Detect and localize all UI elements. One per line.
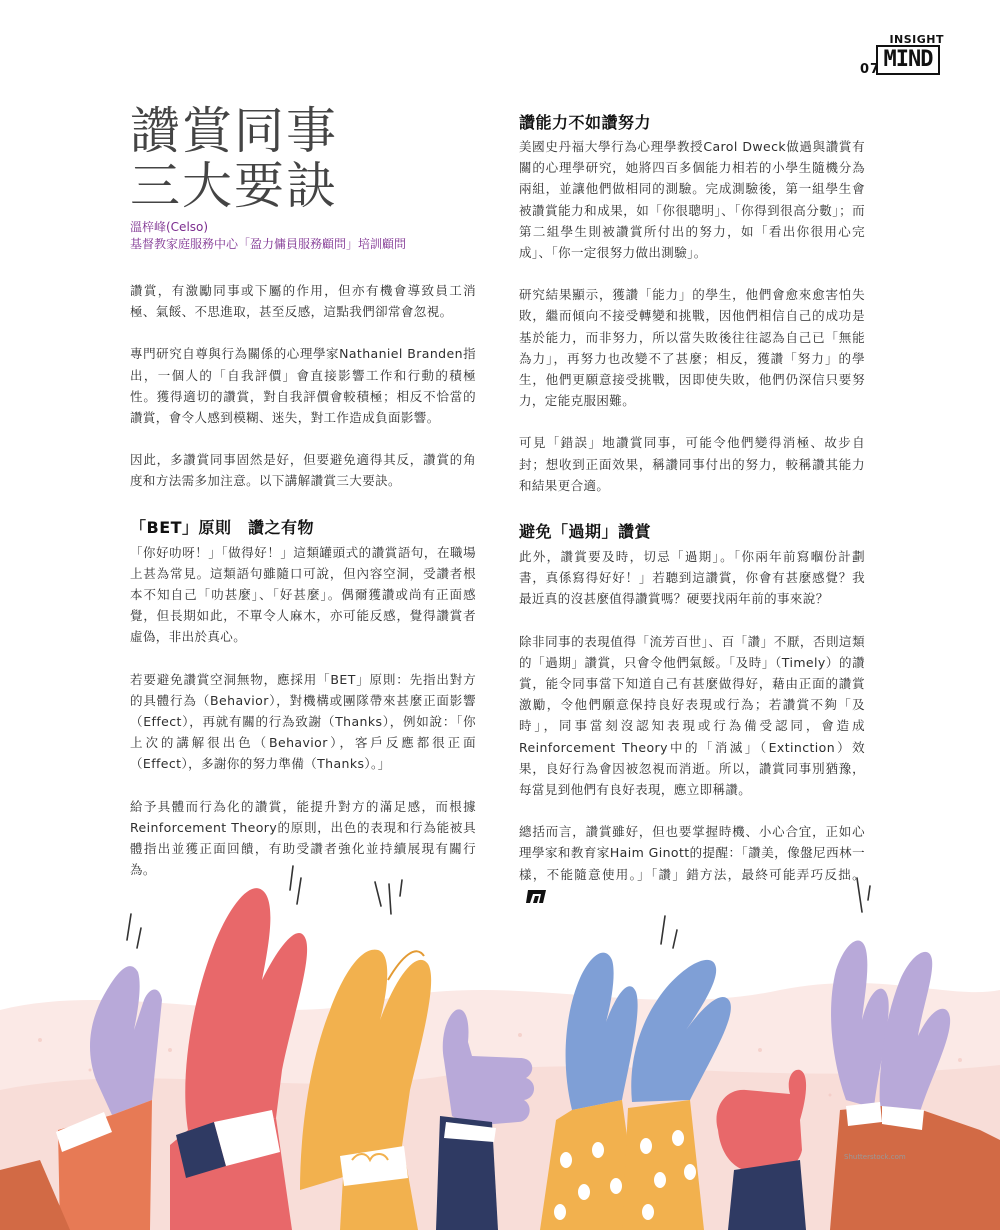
intro-paragraph-3: 因此，多讚賞同事固然是好，但要避免適得其反，讚賞的角度和方法需多加注意。以下講解讚賞三大要訣。 — [130, 452, 476, 489]
intro-paragraph-1: 讚賞，有激勵同事或下屬的作用，但亦有機會導致員工消極、氣餒、不思進取，甚至反感，這點我們卻常會忽視。 — [130, 283, 476, 320]
left-column — [130, 280, 476, 901]
intro-paragraph-2: 專門研究自尊與行為關係的心理學家Nathaniel Branden指出，一個人的「自我評價」會直接影響工作和行動的積極性。獲得適切的讚賞，對自我評價會較積極；相反不恰當的讚賞，會令人感到模糊、迷失，對工作造成負面影響。 — [130, 346, 476, 426]
insight-mind-logo — [874, 33, 946, 79]
title-line-1: 讚賞同事 — [130, 102, 338, 160]
section-heading-effort: 讚能力不如讚努力 — [519, 113, 652, 132]
timely-paragraph-1: 此外，讚賞要及時，切忌「過期」。「你兩年前寫嗰份計劃書，真係寫得好好！」若聽到這讚賞，你會有甚麼感覺？我最近真的沒甚麼值得讚賞嗎？硬要找兩年前的事來說？ — [519, 549, 865, 607]
page-number: 07 — [860, 62, 881, 77]
bet-paragraph-1: 「你好叻呀！」「做得好！」這類罐頭式的讚賞語句，在職場上甚為常見。這類語句雖隨口可說，但內容空洞，受讚者根本不知自己「叻甚麼」、「好甚麼」。偶爾獲讚或尚有正面感覺，但長期如此，不單令人麻木，亦可能反感，覺得讚賞者虛偽，非出於真心。 — [130, 544, 476, 645]
section-heading-timely: 避免「過期」讚賞 — [519, 522, 652, 542]
section-heading-bet: 「BET」原則 讚之有物 — [130, 517, 315, 537]
effort-paragraph-2: 研究結果顯示，獲讚「能力」的學生，他們會愈來愈害怕失敗，繼而傾向不接受轉變和挑戰，因他們相信自己的成功是基於能力，而非努力，所以當失敗後往往認為自己已「無能為力」，再努力也改變不了甚麼；相反，獲讚「努力」的學生，他們更願意接受挑戰，因即使失敗，他們仍深信只要努力，定能克服困難。 — [519, 287, 865, 409]
clapping-hands-illustration — [0, 860, 1000, 1230]
title-line-2: 三大要訣 — [130, 157, 338, 215]
image-credit: Shutterstock.com — [844, 1153, 906, 1161]
author-block — [130, 219, 406, 253]
author-role: 基督教家庭服務中心「盈力傭員服務顧問」培訓顧問 — [130, 237, 407, 251]
effort-paragraph-3: 可見「錯誤」地讚賞同事，可能令他們變得消極、故步自封；想收到正面效果，稱讚同事付出的努力，較稱讚其能力和結果更合適。 — [519, 435, 865, 493]
timely-paragraph-2: 除非同事的表現值得「流芳百世」、百「讚」不厭，否則這類的「過期」讚賞，只會令他們氣餒。「及時」（Timely）的讚賞，能令同事當下知道自己有甚麼做得好，藉由正面的讚賞激勵，令他們願意保持良好表現或行為；若讚賞不夠「及時」，同事當刻沒認知表現或行為備受認同，會造成Reinforcement Theory中的「消滅」（Extinction）效果，良好行為會因被忽視而消逝。所以，讚賞同事別猶豫，每當見到他們有良好表現，應立即稱讚。 — [519, 633, 865, 798]
author-name: 溫梓峰(Celso) — [130, 220, 209, 234]
conclusion-text: 總括而言，讚賞雖好，但也要掌握時機、小心合宜，正如心理學家和教育家Haim Ginott的提醒：「讚美，像盤尼西林一樣，不能隨意使用。」「讚」錯方法，最終可能弄巧反拙。 — [519, 824, 865, 882]
article-title — [130, 104, 470, 214]
bet-paragraph-3: 給予具體而行為化的讚賞，能提升對方的滿足感，而根據Reinforcement Theory的原則，出色的表現和行為能被具體指出並獲正面回饋，有助受讚者強化並持續展現有關行為。 — [130, 798, 476, 878]
logo-mind-text: MIND — [876, 45, 940, 75]
bet-paragraph-2: 若要避免讚賞空洞無物，應採用「BET」原則：先指出對方的具體行為（Behavior），對機構或團隊帶來甚麼正面影響（Effect），再就有關的行為致謝（Thanks），例如說：「你上次的講解很出色（Behavior），客戶反應都很正面（Effect），多謝你的努力準備（Thanks）。」 — [130, 671, 476, 772]
effort-paragraph-1: 美國史丹福大學行為心理學教授Carol Dweck做過與讚賞有關的心理學研究，她將四百多個能力相若的小學生隨機分為兩組，並讓他們做相同的測驗。完成測驗後，第一組學生會被讚賞能力和成果，如「你很聰明」、「你得到很高分數」；而第二組學生則被讚賞所付出的努力，如「看出你很用心完成」、「你一定很努力做出測驗」。 — [519, 139, 865, 261]
logo-insight-text: INSIGHT — [889, 33, 944, 46]
right-column — [519, 111, 865, 927]
